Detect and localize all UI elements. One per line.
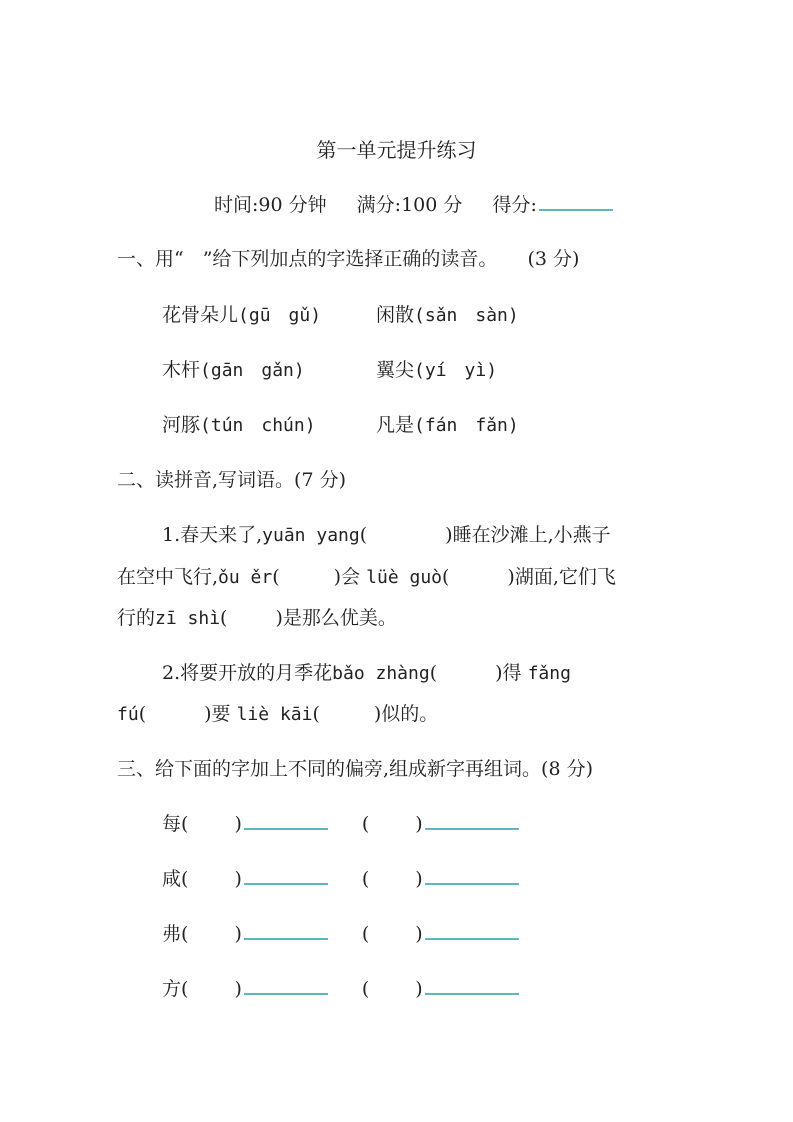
section1-heading-text: 一、用“ ”给下列加点的字选择正确的读音。 <box>117 248 498 270</box>
answer-blank[interactable]: ( ) <box>429 662 503 684</box>
text: 2.将要开放的月季花 <box>162 662 333 684</box>
s1-item-1[interactable] <box>162 306 321 325</box>
text: 睡在沙滩上,小燕子 <box>452 524 611 546</box>
word-blank-2[interactable] <box>425 882 519 885</box>
radical-blank-2[interactable]: ( ) <box>361 978 423 1000</box>
pinyin: lüè guò <box>366 567 442 588</box>
section1-points: (3 分) <box>527 248 580 270</box>
text: 湖面,它们飞 <box>514 566 616 588</box>
pinyin: fú <box>117 704 139 725</box>
pinyin: liè kāi <box>236 704 313 725</box>
pinyin: yuān yang <box>262 525 360 546</box>
s1-item-3[interactable] <box>162 361 305 380</box>
word: 凡是 <box>376 414 415 436</box>
text: 会 <box>341 566 361 588</box>
base-char: 咸 <box>162 868 182 890</box>
pinyin: fǎng <box>527 663 571 684</box>
answer-blank[interactable]: ( ) <box>442 566 515 588</box>
radical-blank-1[interactable]: ( ) <box>181 923 242 945</box>
score-label: 得分: <box>492 194 537 216</box>
word-blank-2[interactable] <box>425 827 519 830</box>
word: 花骨朵儿 <box>162 304 239 326</box>
word: 翼尖 <box>376 359 415 381</box>
s2-q1-line3 <box>117 609 397 628</box>
s1-item-6[interactable] <box>376 416 519 435</box>
page-title: 第一单元提升练习 <box>316 138 477 162</box>
s3-row-2 <box>162 870 519 889</box>
pinyin-options[interactable]: (tún chún) <box>200 415 316 436</box>
base-char: 每 <box>162 813 182 835</box>
base-char: 方 <box>162 978 182 1000</box>
s1-item-5[interactable] <box>162 416 316 435</box>
word-blank-1[interactable] <box>244 882 328 885</box>
base-char: 弗 <box>162 923 182 945</box>
s1-item-4[interactable] <box>376 361 497 380</box>
radical-blank-2[interactable]: ( ) <box>361 923 423 945</box>
word-blank-1[interactable] <box>244 827 328 830</box>
s2-q1-line1 <box>162 526 611 545</box>
s2-q2-line1 <box>162 664 571 683</box>
radical-blank-2[interactable]: ( ) <box>361 868 423 890</box>
word-blank-1[interactable] <box>244 992 328 995</box>
answer-blank[interactable]: ( ) <box>138 703 212 725</box>
radical-blank-1[interactable]: ( ) <box>181 978 242 1000</box>
text: 似的。 <box>381 703 439 725</box>
answer-blank[interactable]: ( ) <box>220 607 283 629</box>
word-blank-2[interactable] <box>425 937 519 940</box>
word: 河豚 <box>162 414 201 436</box>
pinyin: ǒu ěr <box>218 567 273 588</box>
text: 行的 <box>117 607 156 629</box>
score-blank[interactable] <box>539 208 613 211</box>
s3-row-3 <box>162 925 519 944</box>
radical-blank-1[interactable]: ( ) <box>181 868 242 890</box>
answer-blank[interactable]: ( ) <box>359 524 453 546</box>
s3-row-4 <box>162 980 519 999</box>
s2-q1-line2 <box>117 568 616 587</box>
pinyin-options[interactable]: (gān gǎn) <box>200 360 305 381</box>
word: 木杆 <box>162 359 201 381</box>
word-blank-2[interactable] <box>425 992 519 995</box>
pinyin-options[interactable]: (yí yì) <box>414 360 498 381</box>
radical-blank-2[interactable]: ( ) <box>361 813 423 835</box>
pinyin-options[interactable]: (sǎn sàn) <box>414 305 519 326</box>
text: 要 <box>211 703 231 725</box>
pinyin: zī shì <box>155 608 221 629</box>
exam-meta <box>214 196 613 215</box>
radical-blank-1[interactable]: ( ) <box>181 813 242 835</box>
section3-heading: 三、给下面的字加上不同的偏旁,组成新字再组词。(8 分) <box>117 758 593 780</box>
section1-heading <box>117 250 579 269</box>
word-blank-1[interactable] <box>244 937 328 940</box>
section2-heading: 二、读拼音,写词语。(7 分) <box>117 469 346 491</box>
full-score-label: 满分:100 分 <box>356 194 463 216</box>
text: 1.春天来了, <box>162 524 263 546</box>
s2-q2-line2 <box>117 705 438 724</box>
text: 是那么优美。 <box>282 607 397 629</box>
time-label: 时间:90 分钟 <box>214 194 327 216</box>
text: 在空中飞行, <box>117 566 219 588</box>
s3-row-1 <box>162 815 519 834</box>
text: 得 <box>502 662 522 684</box>
pinyin-options[interactable]: (gū gǔ) <box>238 305 322 326</box>
pinyin-options[interactable]: (fán fǎn) <box>414 415 519 436</box>
answer-blank[interactable]: ( ) <box>272 566 342 588</box>
s1-item-2[interactable] <box>376 306 519 325</box>
word: 闲散 <box>376 304 415 326</box>
pinyin: bǎo zhàng <box>332 663 430 684</box>
answer-blank[interactable]: ( ) <box>312 703 382 725</box>
